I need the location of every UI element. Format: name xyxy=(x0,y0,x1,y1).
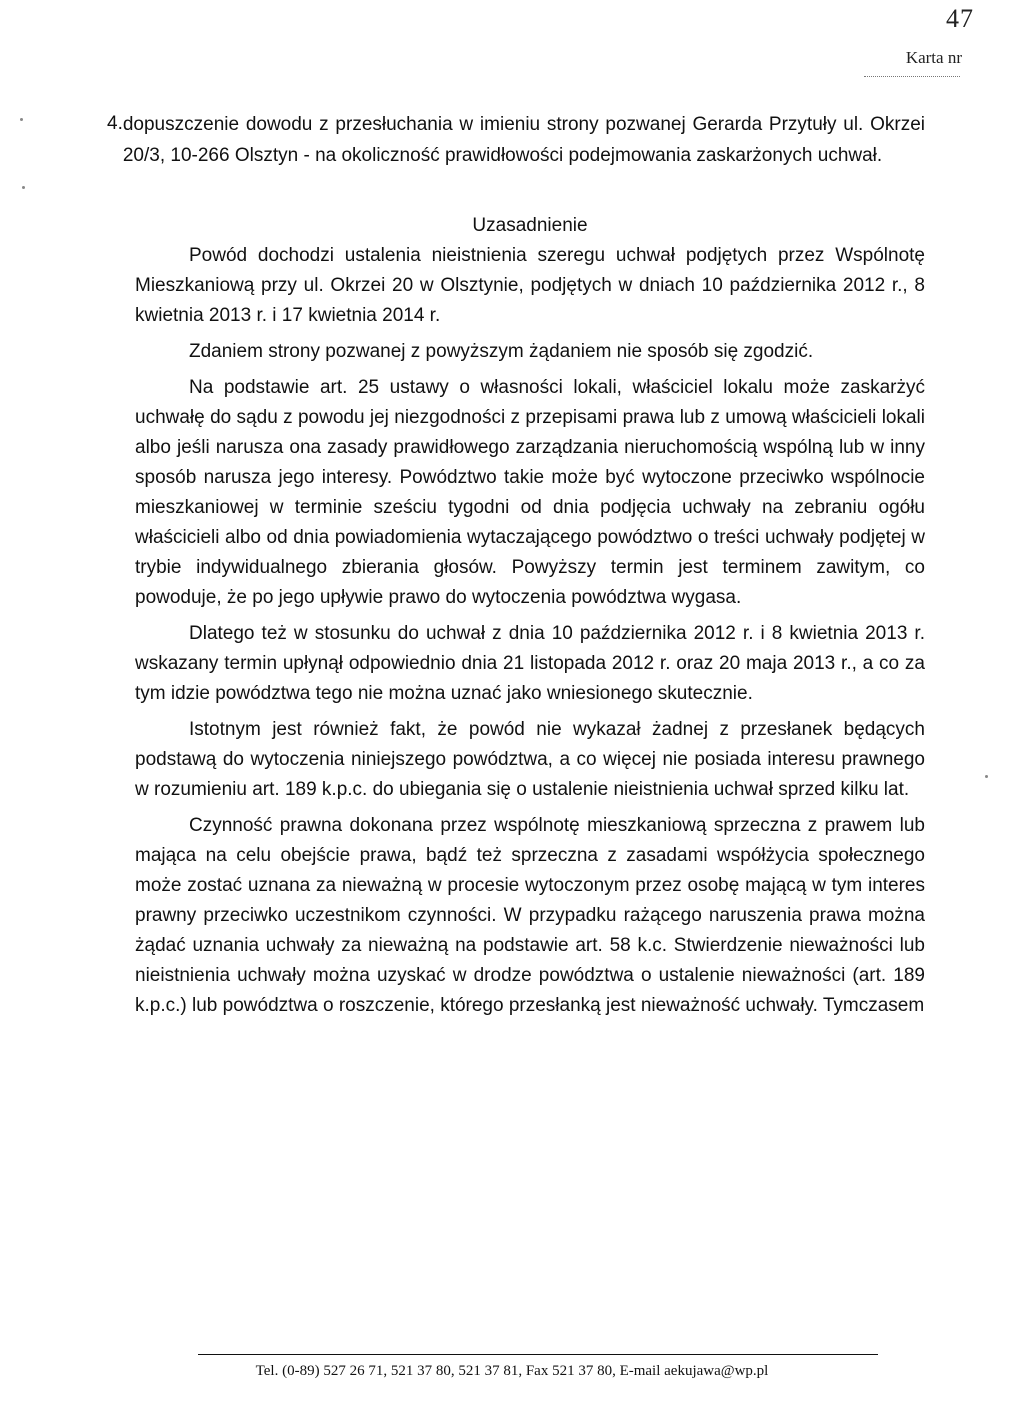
paragraph: Na podstawie art. 25 ustawy o własności lokali, właściciel lokalu może zaskarżyć uchwałę do sądu z powodu jej niezgodności z przepisami prawa lub z umową właścicieli lokali albo jeśli narusza ona zasady prawidłowego zarządzania nieruchomością wspólną lub w inny sposób narusza jego interesy. Powództwo takie może być wytoczone przeciwko wspólnocie mieszkaniowej w terminie sześciu tygodni od dnia podjęcia uchwały na zebraniu ogółu właścicieli albo od dnia powiadomienia wytaczającego powództwo o treści uchwały podjętej w trybie indywidualnego zbierania głosów. Powyższy termin jest terminem zawitym, co powoduje, że po jego upływie prawo do wytoczenia powództwa wygasa. xyxy=(135,377,925,608)
document-body xyxy=(107,109,925,1021)
page-number-handwritten: 47 xyxy=(946,4,974,33)
scan-speck xyxy=(22,186,25,189)
list-item xyxy=(107,109,925,171)
card-label: Karta nr xyxy=(905,48,962,67)
scan-speck xyxy=(985,775,988,778)
scan-speck xyxy=(20,118,23,121)
list-item-text: dopuszczenie dowodu z przesłuchania w imieniu strony pozwanej Gerarda Przytuły ul. Okrzei 20/3, 10-266 Olsztyn - na okoliczność prawidłowości podejmowania zaskarżonych uchwał. xyxy=(122,114,925,166)
paragraph: Czynność prawna dokonana przez wspólnotę mieszkaniową sprzeczna z prawem lub mająca na celu obejście prawa, bądź też sprzeczna z zasadami współżycia społecznego może zostać uznana za nieważną w procesie wytoczonym przez osobę mającą w tym interes prawny przeciwko uczestnikom czynności. W przypadku rażącego naruszenia prawa można żądać uznania uchwały za nieważną na podstawie art. 58 k.c. Stwierdzenie nieważności lub nieistnienia uchwały można uzyskać w drodze powództwa o ustalenie nieważności (art. 189 k.p.c.) lub powództwa o roszczenie, którego przesłanką jest nieważność uchwały. Tymczasem xyxy=(135,815,925,1016)
section-heading: Uzasadnienie xyxy=(472,215,588,236)
footer-contact: Tel. (0-89) 527 26 71, 521 37 80, 521 37 81, Fax 521 37 80, E-mail aekujawa@wp.pl xyxy=(255,1363,769,1379)
footer-divider xyxy=(198,1354,878,1355)
paragraph: Powód dochodzi ustalenia nieistnienia szeregu uchwał podjętych przez Wspólnotę Mieszkaniową przy ul. Okrzei 20 w Olsztynie, podjętych w dniach 10 października 2012 r., 8 kwietnia 2013 r. i 17 kwietnia 2014 r. xyxy=(135,245,925,326)
list-item-number: 4. xyxy=(107,113,123,134)
paragraph: Dlatego też w stosunku do uchwał z dnia 10 października 2012 r. i 8 kwietnia 2013 r. wskazany termin upłynął odpowiednio dnia 21 listopada 2012 r. oraz 20 maja 2013 r., a co za tym idzie powództwa tego nie można uznać jako wniesionego skutecznie. xyxy=(135,623,925,704)
card-dotted-line xyxy=(864,76,960,77)
paragraph: Zdaniem strony pozwanej z powyższym żądaniem nie sposób się zgodzić. xyxy=(189,341,814,362)
paragraph: Istotnym jest również fakt, że powód nie wykazał żadnej z przesłanek będących podstawą do wytoczenia niniejszego powództwa, a co więcej nie posiada interesu prawnego w rozumieniu art. 189 k.p.c. do ubiegania się o ustalenie nieistnienia uchwał sprzed kilku lat. xyxy=(135,719,925,800)
